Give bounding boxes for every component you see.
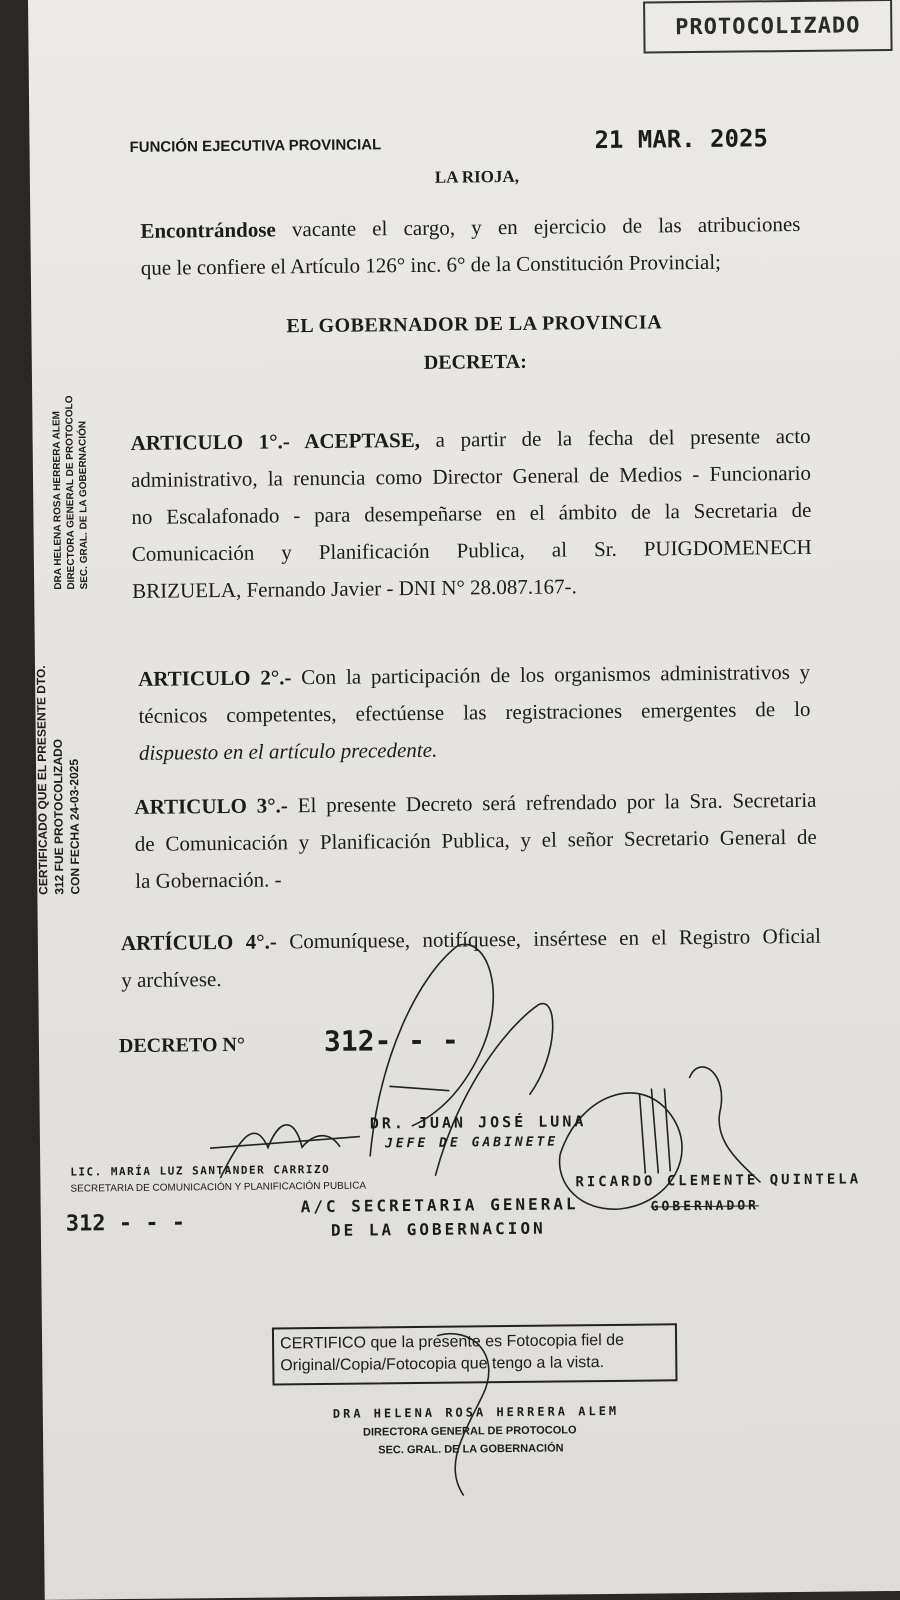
protocolizado-stamp: PROTOCOLIZADO <box>643 0 893 54</box>
decree-number-small: 312 - - - <box>65 1210 186 1237</box>
certification-line1: CERTIFICO que la presente es Fotocopia fiel de <box>279 1331 625 1353</box>
margin-stamp-left <box>50 395 91 589</box>
margin-stamp-title: DIRECTORA GENERAL DE PROTOCOLO <box>64 395 78 590</box>
article-1-line5: BRIZUELA, Fernando Javier - DNI N° 28.087.167-. <box>132 574 577 603</box>
signature-luna-name: DR. JUAN JOSÉ LUNA <box>369 1112 587 1133</box>
certification-title: DIRECTORA GENERAL DE PROTOCOLO <box>362 1424 577 1439</box>
signature-secgral-line2: DE LA GOBERNACION <box>330 1218 546 1240</box>
article-2-label: ARTICULO 2°.- <box>137 665 292 691</box>
governor-title: EL GOBERNADOR DE LA PROVINCIA <box>286 311 663 338</box>
margin-cert-line3: CON FECHA 24-03-2025 <box>66 758 83 895</box>
article-3-label: ARTICULO 3°.- <box>134 793 288 819</box>
certification-box <box>272 1323 678 1385</box>
decreta-heading: DECRETA: <box>423 350 527 374</box>
header-function: FUNCIÓN EJECUTIVA PROVINCIAL <box>129 136 382 156</box>
certification-dept: SEC. GRAL. DE LA GOBERNACIÓN <box>378 1442 564 1457</box>
margin-stamp-dept: SEC. GRAL. DE LA GOBERNACIÓN <box>77 420 91 590</box>
document-page <box>28 0 900 1600</box>
article-4-label: ARTÍCULO 4°.- <box>120 929 277 956</box>
preamble-lead: Encontrándose <box>140 217 276 243</box>
article-4-line1: Comuníquese, notifíquese, insértese en el Registro Oficial <box>289 923 821 954</box>
article-3-line3: la Gobernación. - <box>135 867 282 893</box>
decree-number: 312- - - <box>323 1023 459 1058</box>
signature-luna-title: JEFE DE GABINETE <box>384 1134 559 1152</box>
article-3-line2: de Comunicación y Planificación Publica, y el señor Secretario General de <box>134 824 817 856</box>
margin-stamp-name: DRA HELENA ROSA HERRERA ALEM <box>51 410 65 590</box>
article-3-line1: El presente Decreto será refrendado por la Sra. Secretaria <box>297 787 817 818</box>
article-2-line3: dispuesto en el artículo precedente. <box>138 737 438 765</box>
header-city: LA RIOJA, <box>434 166 520 187</box>
preamble-line2: que le confiere el Artículo 126° inc. 6° de la Constitución Provincial; <box>140 249 722 280</box>
article-1-line1: a partir de la fecha del presente acto <box>435 423 811 452</box>
article-2-line2: técnicos competentes, efectúense las registraciones emergentes de lo <box>138 696 811 728</box>
margin-certification <box>33 665 83 895</box>
signature-santander-title: SECRETARIA DE COMUNICACIÓN Y PLANIFICACIÓN PUBLICA <box>70 1180 367 1195</box>
article-1-line2: administrativo, la renuncia como Director General de Medios - Funcionario <box>130 460 812 492</box>
article-2-line1: Con la participación de los organismos administrativos y <box>301 659 811 690</box>
article-4-line2: y archívese. <box>121 967 222 993</box>
preamble-line1: vacante el cargo, y en ejercicio de las atribuciones <box>291 211 801 242</box>
margin-cert-line2: 312 FUE PROTOCOLIZADO <box>50 738 67 895</box>
signature-secgral-line1: A/C SECRETARIA GENERAL <box>300 1194 579 1217</box>
article-1-line4: Comunicación y Planificación Publica, al Sr. PUIGDOMENECH <box>131 534 812 566</box>
certification-name: DRA HELENA ROSA HERRERA ALEM <box>332 1403 620 1421</box>
article-1-label: ARTICULO 1°.- ACEPTASE, <box>130 427 421 455</box>
signature-quintela-title: GOBERNADOR <box>650 1198 760 1215</box>
certification-line2: Original/Copia/Fotocopia que tengo a la vista. <box>280 1354 605 1375</box>
signature-santander-name: LIC. MARÍA LUZ SANTANDER CARRIZO <box>70 1162 331 1179</box>
article-1-line3: no Escalafonado - para desempeñarse en el ámbito de la Secretaria de <box>131 497 812 529</box>
header-date: 21 MAR. 2025 <box>594 124 769 155</box>
margin-cert-line1: CERTIFICADO QUE EL PRESENTE DTO. <box>33 665 51 895</box>
signature-quintela-name: RICARDO CLEMENTE QUINTELA <box>575 1171 862 1191</box>
decree-label: DECRETO N° <box>118 1033 246 1058</box>
